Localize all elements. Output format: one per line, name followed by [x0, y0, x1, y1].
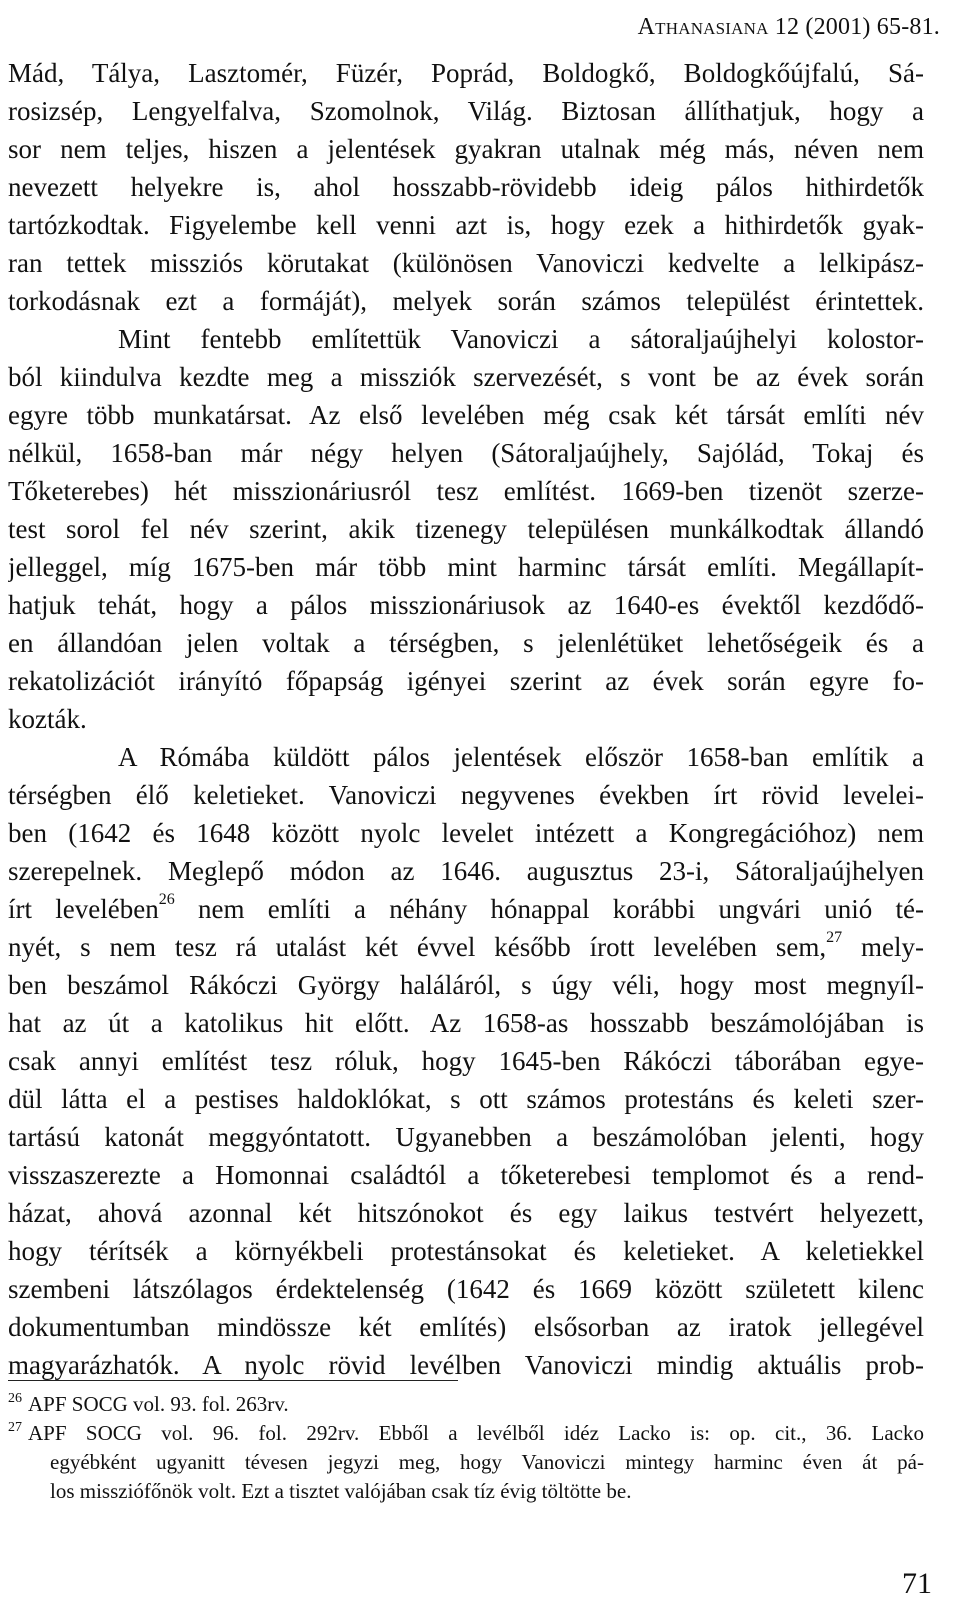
text-line: rosizsép, Lengyelfalva, Szomolnok, Világ. Biztosan állíthatjuk, hogy a — [8, 96, 924, 126]
text-line: en állandóan jelen voltak a térségben, s jelenlétüket lehetőségeik és a — [8, 628, 924, 658]
text-line: tartózkodtak. Figyelembe kell venni azt is, hogy ezek a hithirdetők gyak- — [8, 210, 924, 240]
footnote-text: APF SOCG vol. 93. fol. 263rv. — [28, 1392, 289, 1416]
text-line: szerepelnek. Meglepő módon az 1646. augusztus 23-i, Sátoraljaújhelyen — [8, 856, 924, 886]
footnote-number: 27 — [8, 1420, 22, 1435]
text-line: térségben élő keletieket. Vanoviczi negyvenes években írt rövid levelei- — [8, 780, 924, 810]
footnote-ref-26[interactable]: 26 — [158, 891, 175, 908]
page-number: 71 — [902, 1567, 932, 1600]
journal-citation: 12 (2001) 65-81. — [768, 14, 940, 40]
text-line — [8, 890, 924, 928]
text-line: hat az út a katolikus hit előtt. Az 1658-as hosszabb beszámolójában is — [8, 1008, 924, 1038]
text-line: dokumentumban mindössze két említés) elsősorban az iratok jellegével — [8, 1312, 924, 1342]
text-line: sor nem teljes, hiszen a jelentések gyakran utalnak még más, néven nem — [8, 134, 924, 164]
text-line: szembeni látszólagos érdektelenség (1642 és 1669 között született kilenc — [8, 1274, 924, 1304]
text-segment: nyét, s nem tesz rá utalást két évvel később írott levelében sem, — [8, 932, 827, 962]
text-segment: nem említi a néhány hónappal korábbi ungvári unió té- — [174, 894, 924, 924]
text-line: ran tettek missziós körutakat (különösen Vanoviczi kedvelte a lelkipász- — [8, 248, 924, 278]
footnote-divider — [8, 1380, 458, 1381]
text-line: jelleggel, míg 1675-ben már több mint harminc társát említi. Megállapít- — [8, 552, 924, 582]
text-line: csak annyi említést tesz róluk, hogy 1645-ben Rákóczi táborában egye- — [8, 1046, 924, 1076]
footnote-ref-27[interactable]: 27 — [826, 929, 843, 946]
text-segment: írt levelében — [8, 894, 159, 924]
text-line: test sorol fel név szerint, akik tizenegy településen munkálkodtak állandó — [8, 514, 924, 544]
text-line: ból kiindulva kezdte meg a missziók szervezését, s vont be az évek során — [8, 362, 924, 392]
text-line: hatjuk tehát, hogy a pálos misszionáriusok az 1640-es évektől kezdődő- — [8, 590, 924, 620]
text-line: nevezett helyekre is, ahol hosszabb-rövidebb ideig pálos hithirdetők — [8, 172, 924, 202]
text-line: dül látta el a pestises haldoklókat, s ott számos protestáns és keleti szer- — [8, 1084, 924, 1114]
footnote-continuation: egyébként ugyanitt tévesen jegyzi meg, hogy Vanoviczi mintegy harminc éven át pá- — [50, 1450, 924, 1474]
text-line: tartású katonát meggyóntatott. Ugyanebben a beszámolóban jelenti, hogy — [8, 1122, 924, 1152]
journal-name: Athanasiana — [637, 14, 769, 40]
paragraph-start-line: Mint fentebb említettük Vanoviczi a sátoraljaújhelyi kolostor- — [118, 324, 924, 354]
footnote-text: APF SOCG vol. 96. fol. 292rv. Ebből a levélből idéz Lacko is: op. cit., 36. Lacko — [28, 1421, 924, 1445]
running-header — [638, 12, 940, 42]
paragraph-end-line: kozták. — [8, 704, 87, 734]
text-line: rekatolizációt irányító főpapság igényei szerint az évek során egyre fo- — [8, 666, 924, 696]
text-line: torkodásnak ezt a formáját), melyek során számos települést érintettek. — [8, 286, 924, 316]
text-line — [8, 928, 924, 966]
text-line: hogy térítsék a környékbeli protestánsokat és keletieket. A keletiekkel — [8, 1236, 924, 1266]
footnote-26 — [8, 1390, 924, 1419]
text-line: ben (1642 és 1648 között nyolc levelet intézett a Kongregációhoz) nem — [8, 818, 924, 848]
text-line: magyarázhatók. A nyolc rövid levélben Vanoviczi mindig aktuális prob- — [8, 1350, 924, 1380]
paragraph-start-line: A Rómába küldött pálos jelentések először 1658-ban említik a — [118, 742, 924, 772]
text-line: házat, ahová azonnal két hitszónokot és egy laikus testvért helyezett, — [8, 1198, 924, 1228]
text-line: Mád, Tálya, Lasztomér, Füzér, Poprád, Boldogkő, Boldogkőújfalú, Sá- — [8, 58, 924, 88]
body-text — [8, 54, 924, 1384]
text-line: nélkül, 1658-ban már négy helyen (Sátoraljaújhely, Sajólád, Tokaj és — [8, 438, 924, 468]
text-line: visszaszerezte a Homonnai családtól a tőketerebesi templomot és a rend- — [8, 1160, 924, 1190]
footnote-27 — [8, 1419, 924, 1448]
footnote-continuation: los missziófőnök volt. Ezt a tisztet valójában csak tíz évig töltötte be. — [50, 1479, 632, 1503]
text-segment: mely- — [842, 932, 924, 962]
text-line: Tőketerebes) hét misszionáriusról tesz említést. 1669-ben tizenöt szerze- — [8, 476, 924, 506]
text-line: egyre több munkatársat. Az első levelében még csak két társát említi név — [8, 400, 924, 430]
text-line: ben beszámol Rákóczi György haláláról, s úgy véli, hogy most megnyíl- — [8, 970, 924, 1000]
footnotes — [8, 1390, 924, 1506]
footnote-number: 26 — [8, 1391, 22, 1406]
